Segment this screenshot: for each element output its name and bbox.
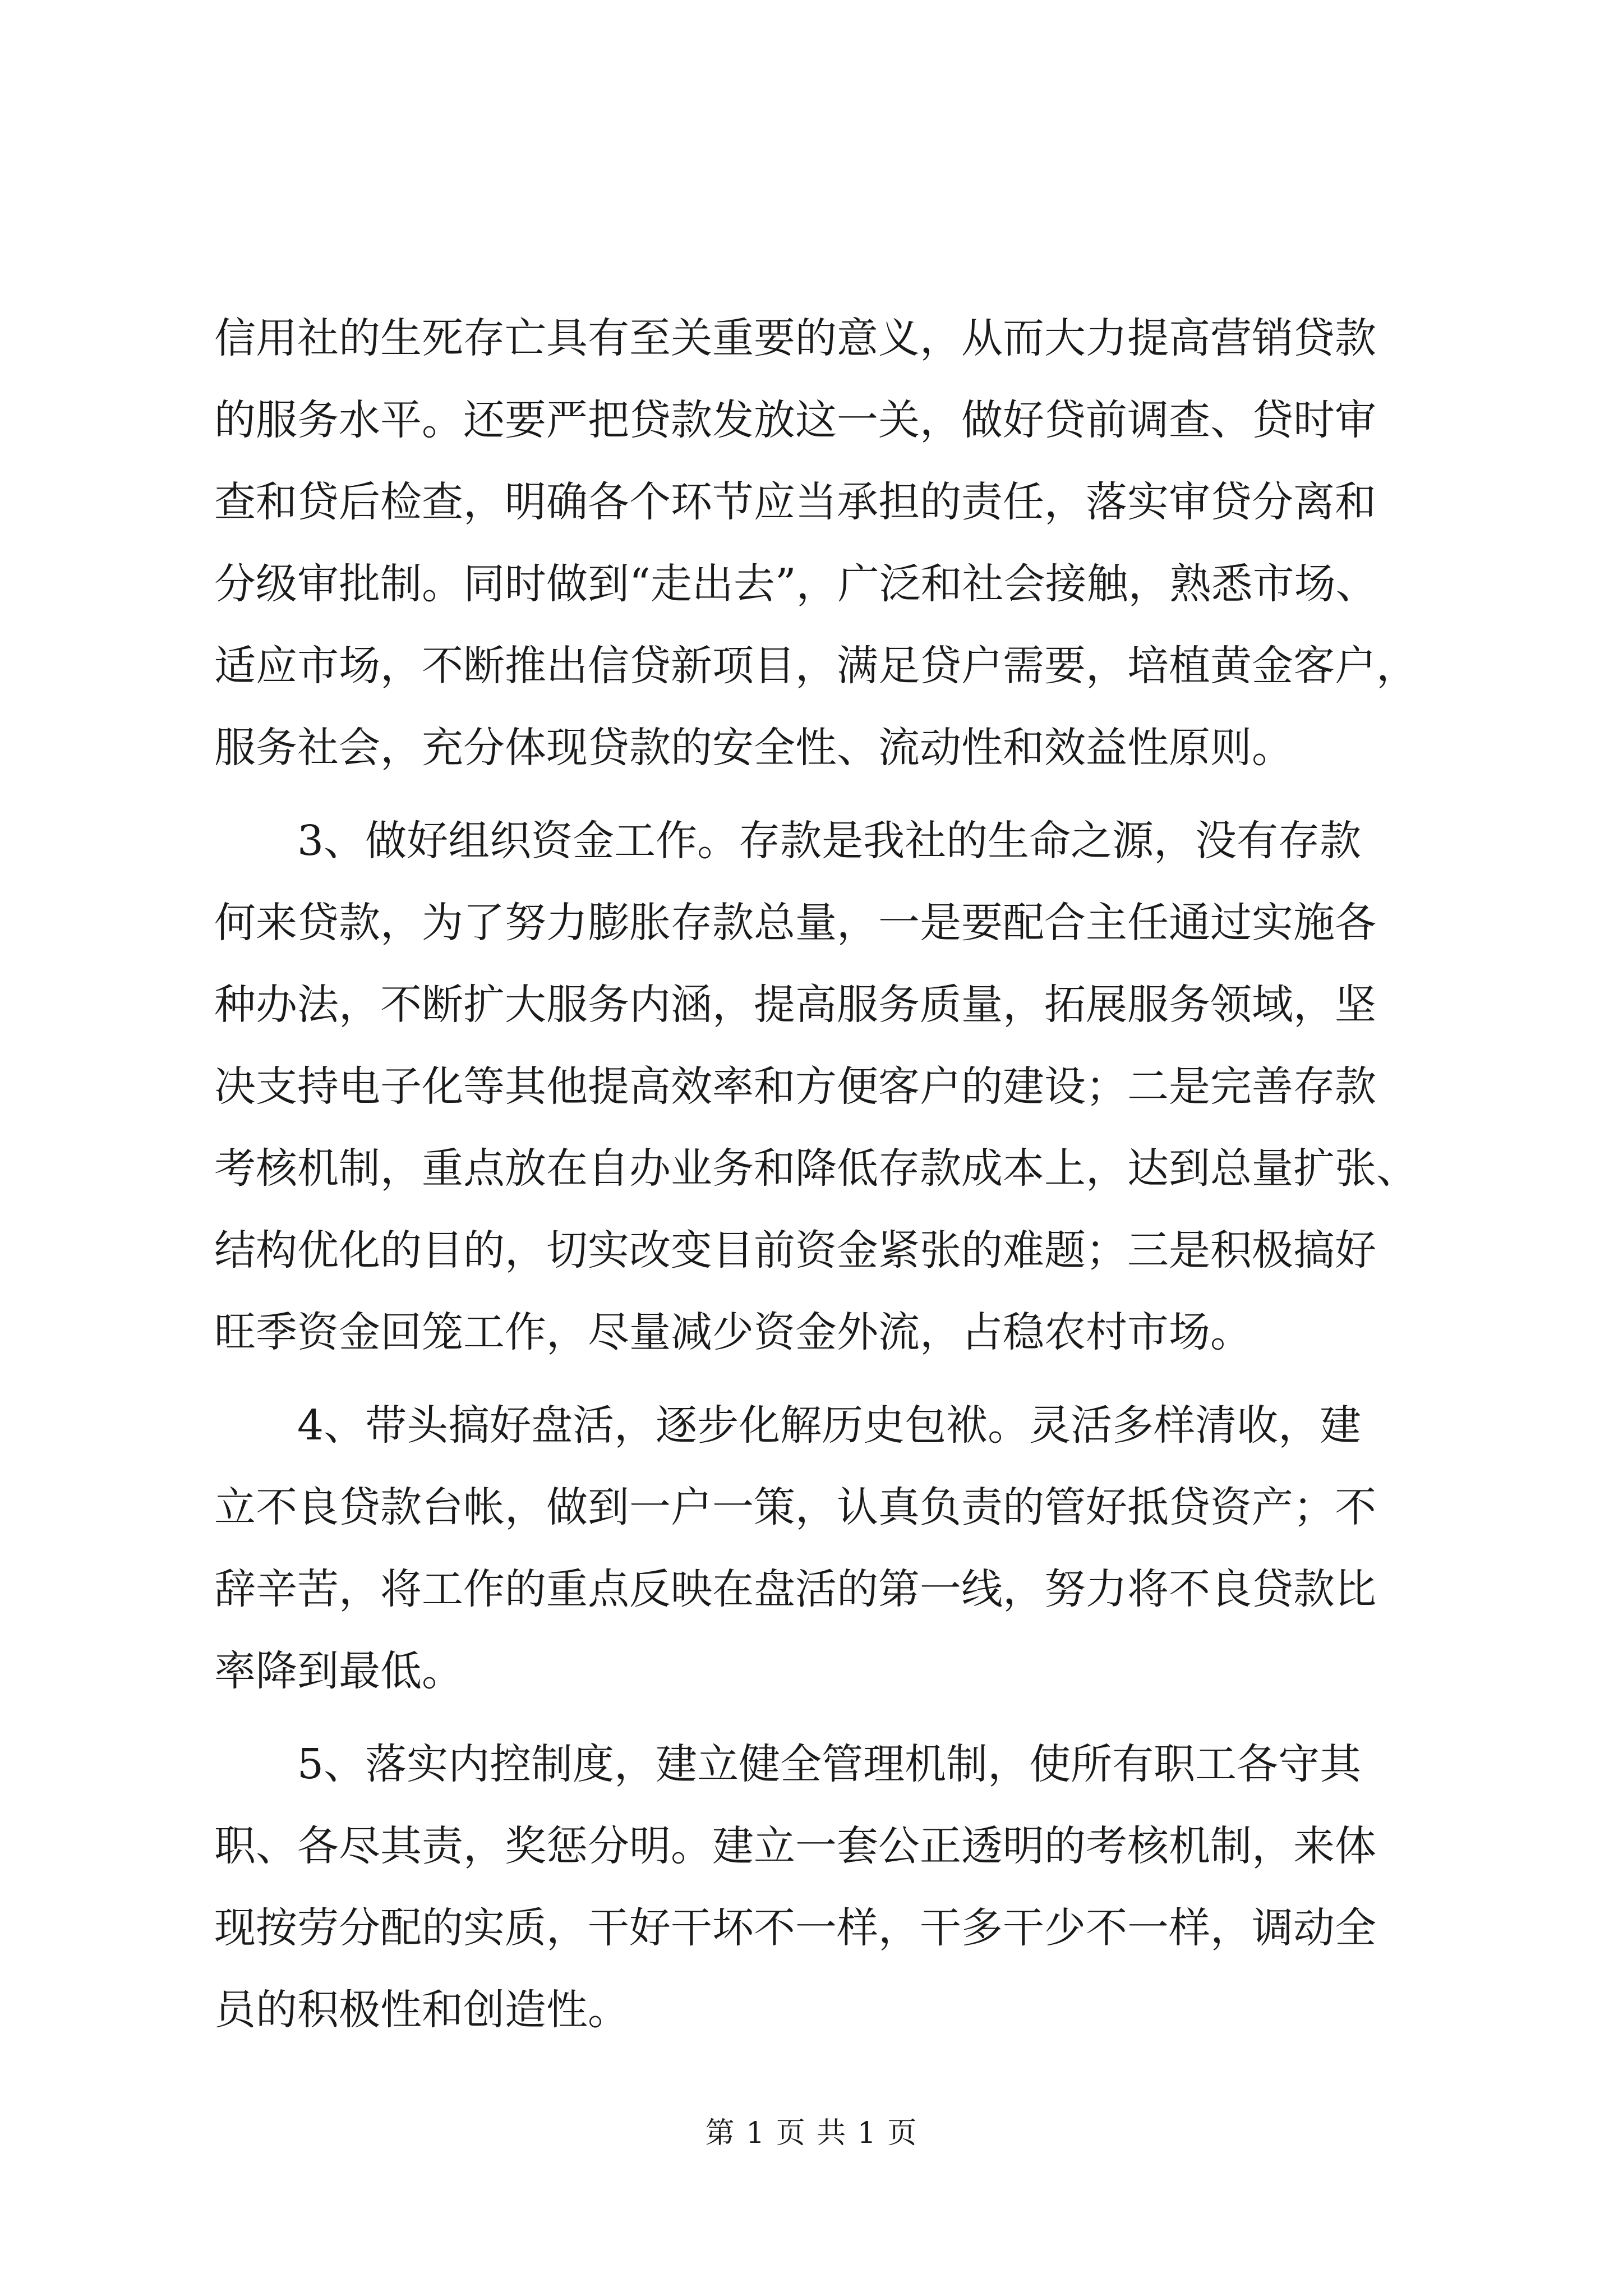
text-line: 信用社的生死存亡具有至关重要的意义，从而大力提高营销贷款 [214,314,1376,362]
text-line: 辞辛苦，将工作的重点反映在盘活的第一线，努力将不良贷款比 [214,1565,1376,1613]
text-line: 的服务水平。还要严把贷款发放这一关，做好贷前调查、贷时审 [214,396,1376,444]
paragraph-3 [214,1384,1426,1712]
paragraph-4 [214,1723,1426,2051]
text-line: 旺季资金回笼工作，尽量减少资金外流，占稳农村市场。 [214,1308,1252,1356]
page-number-label: 第 1 页 共 1 页 [705,2116,918,2150]
text-line: 考核机制，重点放在自办业务和降低存款成本上，达到总量扩张、 [214,1144,1418,1193]
text-line: 服务社会，充分体现贷款的安全性、流动性和效益性原则。 [214,724,1293,772]
page-footer [0,2109,1623,2151]
text-line: 员的积极性和创造性。 [214,1986,629,2034]
paragraph-1 [214,297,1426,789]
paragraph-spacer [214,789,1426,800]
text-line: 适应市场，不断推出信贷新项目，满足贷户需要，培植黄金客户， [214,642,1418,690]
paragraph-spacer [214,1373,1426,1384]
text-line: 何来贷款，为了努力膨胀存款总量，一是要配合主任通过实施各 [214,899,1376,947]
text-line: 5、落实内控制度，建立健全管理机制，使所有职工各守其 [297,1740,1362,1788]
paragraph-spacer [214,1712,1426,1723]
text-line: 查和贷后检查，明确各个环节应当承担的责任，落实审贷分离和 [214,478,1376,526]
text-line: 决支持电子化等其他提高效率和方便客户的建设；二是完善存款 [214,1062,1376,1111]
text-line: 现按劳分配的实质，干好干坏不一样，干多干少不一样，调动全 [214,1904,1376,1952]
text-line: 4、带头搞好盘活，逐步化解历史包袱。灵活多样清收，建 [297,1401,1362,1450]
text-line: 结构优化的目的，切实改变目前资金紧张的难题；三是积极搞好 [214,1226,1376,1274]
paragraph-2 [214,800,1426,1373]
text-line: 种办法，不断扩大服务内涵，提高服务质量，拓展服务领域，坚 [214,981,1376,1029]
text-line: 分级审批制。同时做到“走出去”，广泛和社会接触，熟悉市场、 [214,560,1377,608]
document-body [214,297,1426,2051]
text-line: 3、做好组织资金工作。存款是我社的生命之源，没有存款 [297,817,1362,865]
text-line: 职、各尽其责，奖惩分明。建立一套公正透明的考核机制，来体 [214,1822,1376,1870]
text-line: 立不良贷款台帐，做到一户一策，认真负责的管好抵贷资产；不 [214,1483,1376,1531]
text-line: 率降到最低。 [214,1647,463,1695]
